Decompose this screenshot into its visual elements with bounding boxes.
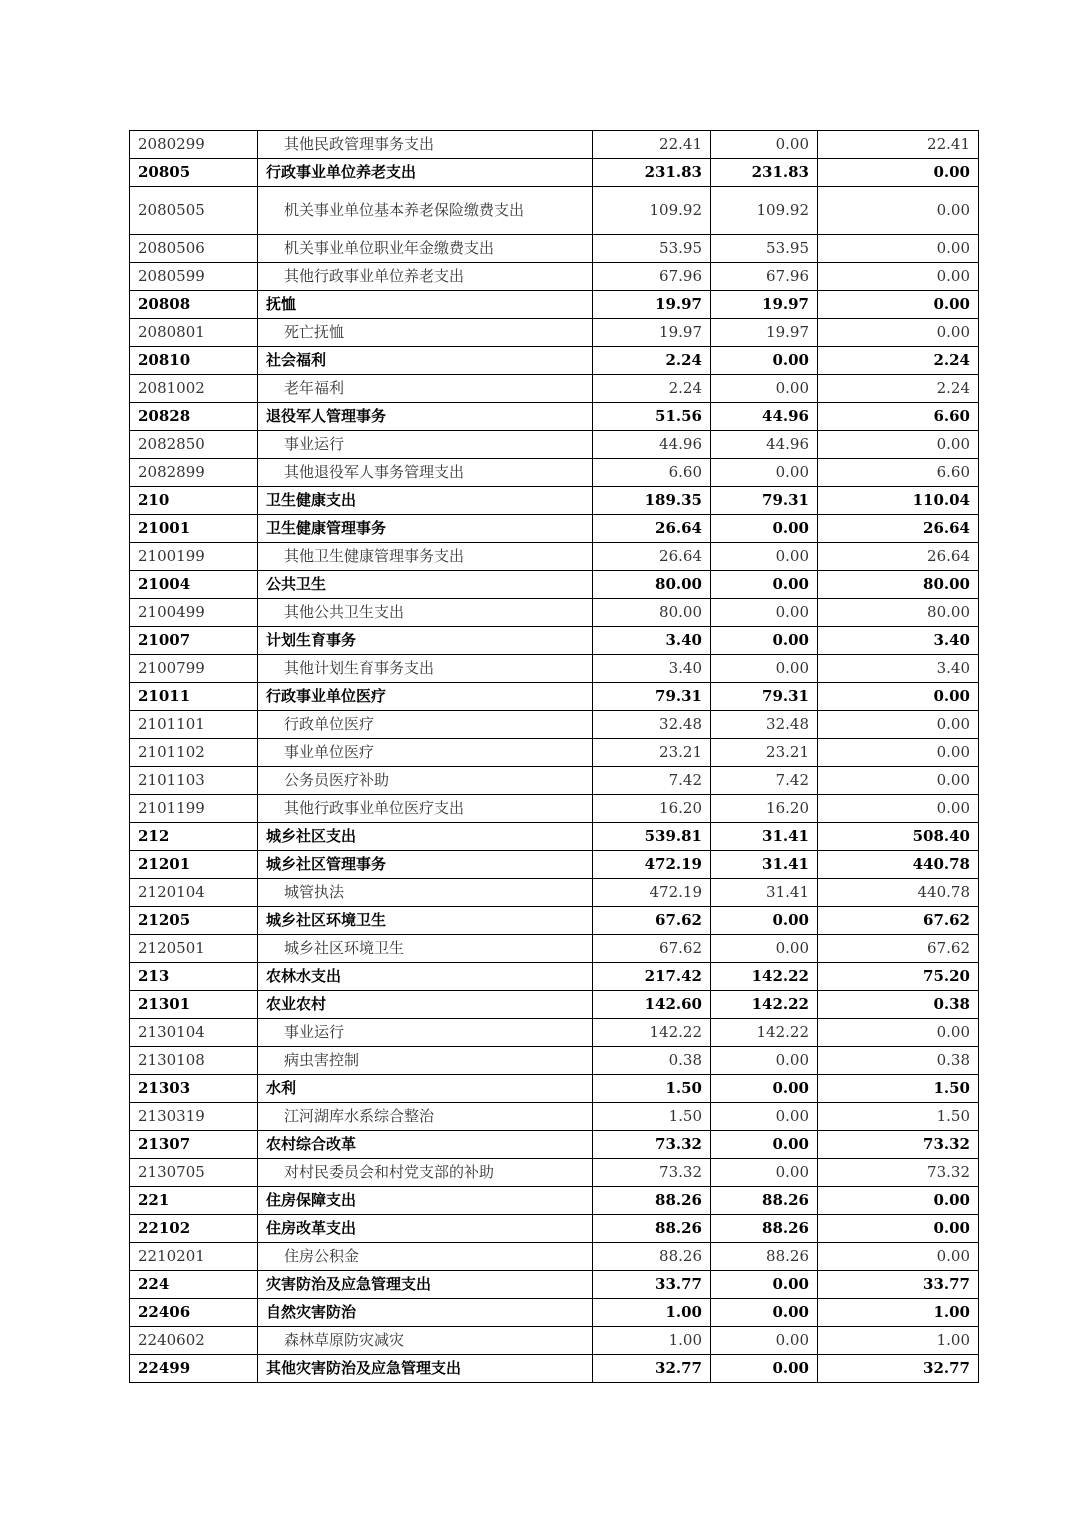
row-project: 0.00: [818, 263, 979, 291]
row-total: 3.40: [593, 655, 711, 683]
row-name: 森林草原防灾减灾: [258, 1327, 593, 1355]
row-total: 16.20: [593, 795, 711, 823]
row-project: 0.00: [818, 767, 979, 795]
row-basic: 0.00: [711, 515, 818, 543]
row-total: 539.81: [593, 823, 711, 851]
row-basic: 7.42: [711, 767, 818, 795]
row-basic: 31.41: [711, 851, 818, 879]
row-name: 自然灾害防治: [258, 1299, 593, 1327]
row-code: 22102: [130, 1215, 258, 1243]
row-project: 0.00: [818, 159, 979, 187]
table-row: [130, 655, 979, 683]
row-project: 1.50: [818, 1103, 979, 1131]
table-row: [130, 795, 979, 823]
row-project: 440.78: [818, 851, 979, 879]
row-name: 行政事业单位养老支出: [258, 159, 593, 187]
row-project: 0.00: [818, 1243, 979, 1271]
table-row: [130, 963, 979, 991]
row-name: 住房保障支出: [258, 1187, 593, 1215]
row-name: 城乡社区环境卫生: [258, 935, 593, 963]
row-name: 老年福利: [258, 375, 593, 403]
row-total: 1.00: [593, 1299, 711, 1327]
table-row: [130, 187, 979, 235]
row-project: 0.00: [818, 291, 979, 319]
row-basic: 0.00: [711, 1131, 818, 1159]
row-basic: 0.00: [711, 627, 818, 655]
row-project: 67.62: [818, 907, 979, 935]
row-project: 26.64: [818, 515, 979, 543]
table-row: [130, 767, 979, 795]
row-code: 2080599: [130, 263, 258, 291]
row-total: 88.26: [593, 1243, 711, 1271]
row-project: 0.00: [818, 235, 979, 263]
row-basic: 0.00: [711, 131, 818, 159]
row-project: 0.00: [818, 739, 979, 767]
table-row: [130, 1103, 979, 1131]
row-basic: 142.22: [711, 991, 818, 1019]
row-code: 212: [130, 823, 258, 851]
row-code: 21307: [130, 1131, 258, 1159]
table-row: [130, 159, 979, 187]
row-name: 其他民政管理事务支出: [258, 131, 593, 159]
row-total: 73.32: [593, 1131, 711, 1159]
table-row: [130, 1327, 979, 1355]
table-row: [130, 1187, 979, 1215]
row-code: 2120501: [130, 935, 258, 963]
row-total: 67.62: [593, 935, 711, 963]
table-row: [130, 543, 979, 571]
row-code: 2081002: [130, 375, 258, 403]
row-total: 26.64: [593, 543, 711, 571]
row-total: 3.40: [593, 627, 711, 655]
row-name: 城乡社区管理事务: [258, 851, 593, 879]
row-code: 20805: [130, 159, 258, 187]
row-name: 城管执法: [258, 879, 593, 907]
row-basic: 0.00: [711, 1271, 818, 1299]
row-project: 508.40: [818, 823, 979, 851]
row-basic: 31.41: [711, 823, 818, 851]
table-row: [130, 1075, 979, 1103]
table-row: [130, 991, 979, 1019]
row-name: 江河湖库水系综合整治: [258, 1103, 593, 1131]
table-row: [130, 431, 979, 459]
row-project: 0.00: [818, 795, 979, 823]
row-code: 21007: [130, 627, 258, 655]
row-code: 2101199: [130, 795, 258, 823]
table-row: [130, 935, 979, 963]
row-name: 抚恤: [258, 291, 593, 319]
row-name: 行政单位医疗: [258, 711, 593, 739]
row-name: 住房改革支出: [258, 1215, 593, 1243]
row-basic: 53.95: [711, 235, 818, 263]
row-basic: 0.00: [711, 1047, 818, 1075]
row-project: 0.00: [818, 319, 979, 347]
row-name: 病虫害控制: [258, 1047, 593, 1075]
row-code: 2082899: [130, 459, 258, 487]
row-code: 2080505: [130, 187, 258, 235]
table-row: [130, 1131, 979, 1159]
row-name: 农林水支出: [258, 963, 593, 991]
row-project: 0.00: [818, 1187, 979, 1215]
row-name: 其他计划生育事务支出: [258, 655, 593, 683]
row-code: 21301: [130, 991, 258, 1019]
row-code: 2130108: [130, 1047, 258, 1075]
row-name: 城乡社区环境卫生: [258, 907, 593, 935]
row-code: 224: [130, 1271, 258, 1299]
row-code: 2101101: [130, 711, 258, 739]
table-row: [130, 403, 979, 431]
row-basic: 109.92: [711, 187, 818, 235]
row-code: 2101102: [130, 739, 258, 767]
table-row: [130, 1243, 979, 1271]
row-total: 231.83: [593, 159, 711, 187]
row-code: 2100499: [130, 599, 258, 627]
row-code: 20828: [130, 403, 258, 431]
row-code: 2080506: [130, 235, 258, 263]
row-total: 1.50: [593, 1075, 711, 1103]
row-name: 对村民委员会和村党支部的补助: [258, 1159, 593, 1187]
row-name: 死亡抚恤: [258, 319, 593, 347]
row-total: 53.95: [593, 235, 711, 263]
table-row: [130, 235, 979, 263]
row-basic: 0.00: [711, 543, 818, 571]
row-basic: 0.00: [711, 907, 818, 935]
table-row: [130, 1271, 979, 1299]
row-name: 其他灾害防治及应急管理支出: [258, 1355, 593, 1383]
table-row: [130, 683, 979, 711]
row-project: 32.77: [818, 1355, 979, 1383]
row-name: 其他行政事业单位医疗支出: [258, 795, 593, 823]
row-code: 2210201: [130, 1243, 258, 1271]
row-name: 其他卫生健康管理事务支出: [258, 543, 593, 571]
row-project: 26.64: [818, 543, 979, 571]
row-name: 公共卫生: [258, 571, 593, 599]
row-total: 88.26: [593, 1187, 711, 1215]
row-basic: 67.96: [711, 263, 818, 291]
row-basic: 31.41: [711, 879, 818, 907]
row-name: 城乡社区支出: [258, 823, 593, 851]
row-name: 卫生健康管理事务: [258, 515, 593, 543]
row-total: 1.00: [593, 1327, 711, 1355]
row-basic: 19.97: [711, 319, 818, 347]
row-project: 0.00: [818, 1215, 979, 1243]
row-total: 32.77: [593, 1355, 711, 1383]
table-row: [130, 907, 979, 935]
row-project: 22.41: [818, 131, 979, 159]
row-basic: 88.26: [711, 1215, 818, 1243]
row-code: 2100199: [130, 543, 258, 571]
row-name: 机关事业单位基本养老保险缴费支出: [258, 187, 593, 235]
row-total: 73.32: [593, 1159, 711, 1187]
row-project: 0.38: [818, 1047, 979, 1075]
row-total: 44.96: [593, 431, 711, 459]
row-total: 80.00: [593, 599, 711, 627]
table-row: [130, 375, 979, 403]
row-basic: 44.96: [711, 431, 818, 459]
row-total: 67.96: [593, 263, 711, 291]
table-row: [130, 879, 979, 907]
row-code: 22499: [130, 1355, 258, 1383]
row-total: 472.19: [593, 851, 711, 879]
row-basic: 79.31: [711, 487, 818, 515]
row-basic: 0.00: [711, 459, 818, 487]
row-total: 142.60: [593, 991, 711, 1019]
row-total: 79.31: [593, 683, 711, 711]
row-name: 其他退役军人事务管理支出: [258, 459, 593, 487]
row-total: 109.92: [593, 187, 711, 235]
row-name: 计划生育事务: [258, 627, 593, 655]
table-body: [130, 131, 979, 1383]
row-code: 2100799: [130, 655, 258, 683]
table-row: [130, 487, 979, 515]
table-row: [130, 1047, 979, 1075]
row-basic: 0.00: [711, 1299, 818, 1327]
table-row: [130, 1019, 979, 1047]
row-project: 2.24: [818, 347, 979, 375]
row-code: 2130104: [130, 1019, 258, 1047]
table-row: [130, 599, 979, 627]
row-basic: 142.22: [711, 1019, 818, 1047]
row-project: 0.00: [818, 711, 979, 739]
row-name: 事业运行: [258, 431, 593, 459]
row-total: 33.77: [593, 1271, 711, 1299]
row-basic: 0.00: [711, 571, 818, 599]
row-name: 退役军人管理事务: [258, 403, 593, 431]
row-name: 事业运行: [258, 1019, 593, 1047]
row-name: 卫生健康支出: [258, 487, 593, 515]
row-project: 6.60: [818, 403, 979, 431]
row-project: 0.00: [818, 431, 979, 459]
row-basic: 44.96: [711, 403, 818, 431]
row-code: 21201: [130, 851, 258, 879]
row-code: 2120104: [130, 879, 258, 907]
row-total: 1.50: [593, 1103, 711, 1131]
row-project: 80.00: [818, 599, 979, 627]
row-code: 21205: [130, 907, 258, 935]
table-row: [130, 319, 979, 347]
row-basic: 142.22: [711, 963, 818, 991]
table-row: [130, 459, 979, 487]
row-name: 社会福利: [258, 347, 593, 375]
row-code: 21001: [130, 515, 258, 543]
row-project: 67.62: [818, 935, 979, 963]
row-code: 20810: [130, 347, 258, 375]
row-code: 210: [130, 487, 258, 515]
row-code: 2130319: [130, 1103, 258, 1131]
row-project: 0.00: [818, 187, 979, 235]
row-total: 23.21: [593, 739, 711, 767]
table-row: [130, 1159, 979, 1187]
table-row: [130, 627, 979, 655]
row-code: 2101103: [130, 767, 258, 795]
row-basic: 0.00: [711, 1355, 818, 1383]
row-code: 213: [130, 963, 258, 991]
row-total: 80.00: [593, 571, 711, 599]
row-project: 440.78: [818, 879, 979, 907]
row-total: 2.24: [593, 347, 711, 375]
row-project: 6.60: [818, 459, 979, 487]
row-code: 221: [130, 1187, 258, 1215]
row-total: 88.26: [593, 1215, 711, 1243]
row-project: 80.00: [818, 571, 979, 599]
row-project: 110.04: [818, 487, 979, 515]
row-name: 机关事业单位职业年金缴费支出: [258, 235, 593, 263]
row-basic: 0.00: [711, 1327, 818, 1355]
table-row: [130, 571, 979, 599]
row-name: 公务员医疗补助: [258, 767, 593, 795]
row-project: 2.24: [818, 375, 979, 403]
table-row: [130, 1355, 979, 1383]
row-basic: 0.00: [711, 935, 818, 963]
row-total: 472.19: [593, 879, 711, 907]
row-code: 21004: [130, 571, 258, 599]
row-name: 住房公积金: [258, 1243, 593, 1271]
table-row: [130, 1215, 979, 1243]
row-total: 26.64: [593, 515, 711, 543]
row-project: 1.00: [818, 1299, 979, 1327]
row-name: 行政事业单位医疗: [258, 683, 593, 711]
row-basic: 0.00: [711, 1159, 818, 1187]
row-name: 农业农村: [258, 991, 593, 1019]
row-total: 22.41: [593, 131, 711, 159]
row-name: 事业单位医疗: [258, 739, 593, 767]
table-row: [130, 515, 979, 543]
row-basic: 32.48: [711, 711, 818, 739]
row-basic: 88.26: [711, 1187, 818, 1215]
row-basic: 79.31: [711, 683, 818, 711]
table-row: [130, 1299, 979, 1327]
row-project: 1.50: [818, 1075, 979, 1103]
row-basic: 16.20: [711, 795, 818, 823]
row-total: 67.62: [593, 907, 711, 935]
row-code: 21011: [130, 683, 258, 711]
row-code: 21303: [130, 1075, 258, 1103]
row-project: 0.00: [818, 683, 979, 711]
row-project: 75.20: [818, 963, 979, 991]
row-project: 33.77: [818, 1271, 979, 1299]
row-name: 其他公共卫生支出: [258, 599, 593, 627]
row-basic: 0.00: [711, 1103, 818, 1131]
row-basic: 23.21: [711, 739, 818, 767]
row-project: 3.40: [818, 655, 979, 683]
row-name: 灾害防治及应急管理支出: [258, 1271, 593, 1299]
table-row: [130, 711, 979, 739]
row-total: 19.97: [593, 319, 711, 347]
table-row: [130, 291, 979, 319]
row-project: 1.00: [818, 1327, 979, 1355]
row-total: 217.42: [593, 963, 711, 991]
row-code: 2080801: [130, 319, 258, 347]
row-name: 其他行政事业单位养老支出: [258, 263, 593, 291]
table-row: [130, 851, 979, 879]
row-project: 0.00: [818, 1019, 979, 1047]
row-total: 7.42: [593, 767, 711, 795]
table-row: [130, 739, 979, 767]
table-row: [130, 263, 979, 291]
row-code: 20808: [130, 291, 258, 319]
row-basic: 0.00: [711, 1075, 818, 1103]
row-basic: 0.00: [711, 655, 818, 683]
row-basic: 19.97: [711, 291, 818, 319]
row-code: 2240602: [130, 1327, 258, 1355]
row-total: 51.56: [593, 403, 711, 431]
table-row: [130, 823, 979, 851]
row-total: 6.60: [593, 459, 711, 487]
row-basic: 0.00: [711, 599, 818, 627]
row-project: 73.32: [818, 1131, 979, 1159]
row-code: 2130705: [130, 1159, 258, 1187]
row-code: 22406: [130, 1299, 258, 1327]
row-code: 2080299: [130, 131, 258, 159]
row-code: 2082850: [130, 431, 258, 459]
budget-expenditure-table: [129, 130, 979, 1383]
table-row: [130, 347, 979, 375]
row-basic: 0.00: [711, 375, 818, 403]
row-total: 189.35: [593, 487, 711, 515]
row-name: 水利: [258, 1075, 593, 1103]
row-project: 3.40: [818, 627, 979, 655]
row-basic: 231.83: [711, 159, 818, 187]
row-basic: 88.26: [711, 1243, 818, 1271]
row-total: 32.48: [593, 711, 711, 739]
row-project: 0.38: [818, 991, 979, 1019]
row-total: 19.97: [593, 291, 711, 319]
row-basic: 0.00: [711, 347, 818, 375]
row-total: 142.22: [593, 1019, 711, 1047]
row-project: 73.32: [818, 1159, 979, 1187]
row-name: 农村综合改革: [258, 1131, 593, 1159]
row-total: 2.24: [593, 375, 711, 403]
table-row: [130, 131, 979, 159]
row-total: 0.38: [593, 1047, 711, 1075]
